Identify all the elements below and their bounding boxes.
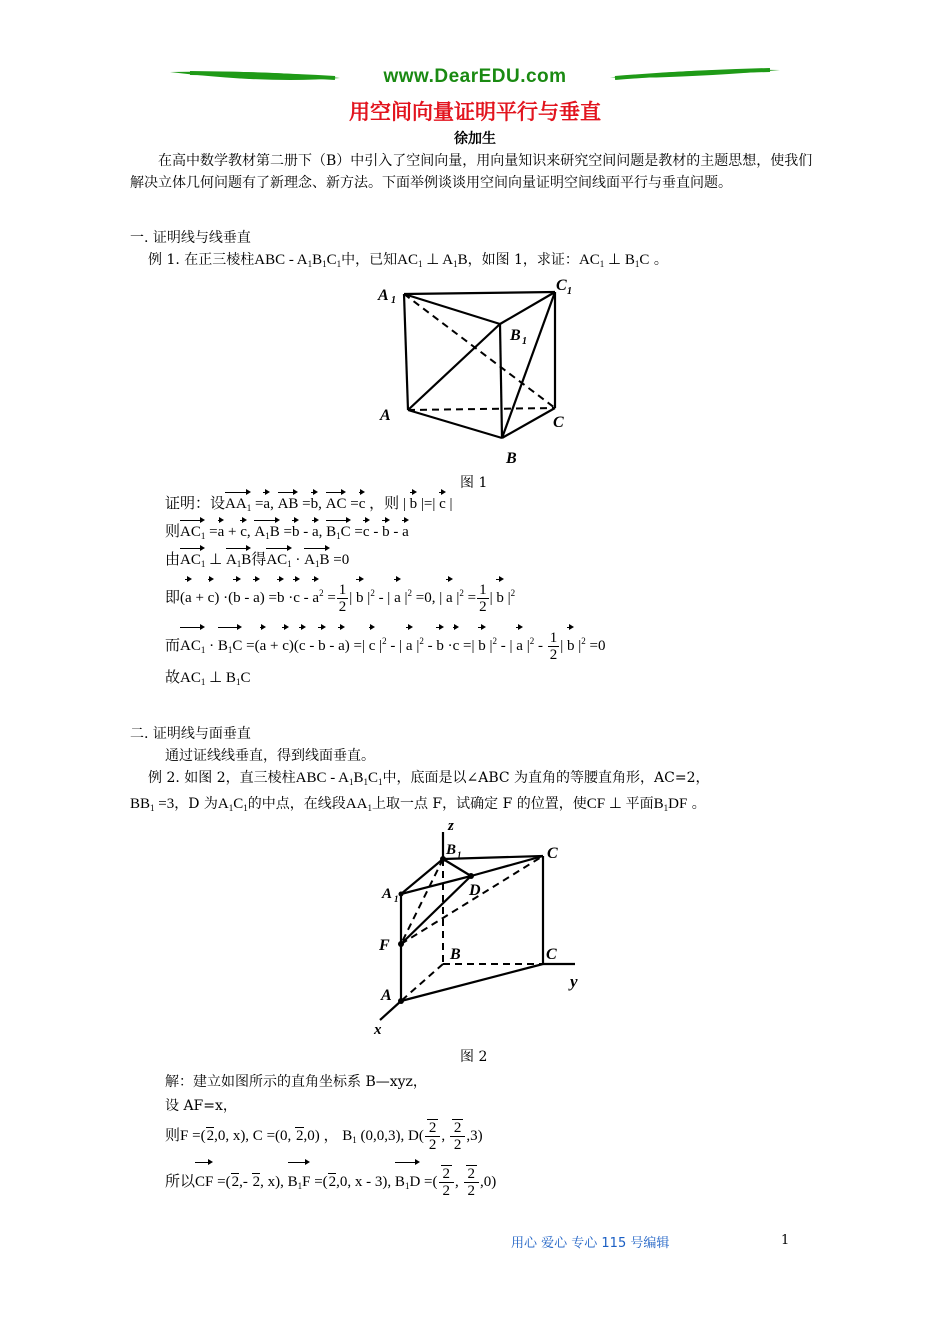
label-C1-sub: 1 — [567, 286, 572, 297]
solution-line-2: 设 AF=x， — [165, 1098, 237, 1114]
figure-1-prism — [370, 270, 590, 470]
axis-z-label: z — [448, 818, 454, 834]
proof-ji-label: 即 — [165, 590, 181, 606]
intro-paragraph: 在高中数学教材第二册下（B）中引入了空间向量，用向量知识来研究空间问题是教材的主题思想，使我们解决立体几何问题有了新理念、新方法。下面举例谈谈用空间向量证明空间线面平行与垂直问题。 — [130, 153, 813, 191]
proof-intro-label: 证明：设 — [165, 496, 226, 512]
figure-1-caption: 图 1 — [460, 475, 488, 491]
ex2-plane: 平面 — [625, 796, 654, 812]
label2-C1: C — [547, 845, 558, 862]
proof-line-3: 由$AC_1$ ⊥ $A_1B$得$AC_1 \cdot A_1B =0$ — [165, 550, 349, 574]
proof-by-label: 由 — [165, 552, 181, 568]
proof-line-1: 证明：设$AA_1 =a$, AB =b, AC =c ，则 | b |=| c | — [165, 494, 453, 518]
ex2-prefix: 例 2. 如图 2，直三棱柱 — [148, 770, 296, 786]
label-A1: A — [378, 287, 389, 304]
ex2-mid: 中，底面是以∠ABC 为直角的等腰直角形，AC=2， — [382, 770, 710, 786]
label-B: B — [506, 450, 517, 467]
page-number: 1 — [781, 1233, 790, 1248]
label2-B1: B — [446, 842, 457, 858]
section-2-heading: 二. 证明线与面垂直 — [130, 726, 251, 742]
label2-B: B — [450, 946, 461, 963]
ex2-line2-c: 上取一点 F，试确定 F 的位置，使 — [371, 796, 587, 812]
ex2-line2-a: ，D 为 — [174, 796, 218, 812]
ex1-prefix: 例 1. 在正三棱柱 — [148, 252, 255, 268]
sol4-prefix: 所以 — [165, 1174, 196, 1190]
example-2-line-2: $BB_1 =3$，D 为$A_1C_1$的中点，在线段$AA_1$上取一点 F，试确定 F 的位置，使CF ⊥ 平面$B_1DF$ 。 — [130, 796, 706, 813]
label-A: A — [380, 407, 391, 424]
site-logo-text[interactable]: www.DearEDU.com — [383, 66, 567, 87]
label2-F: F — [379, 937, 390, 954]
figure-2-caption: 图 2 — [460, 1049, 488, 1065]
proof-de-label: 得 — [251, 552, 267, 568]
label2-B1-sub: 1 — [457, 850, 462, 860]
label2-D: D — [469, 882, 481, 899]
label2-C: C — [546, 946, 557, 963]
solution-line-3: 则F =(2,0, x), C =(0, 2,0) ， $B_1$ (0,0,3), D( $\frac{2}{2}$ , $\frac{2}{2}$ ,3) — [165, 1120, 483, 1154]
label2-A1: A — [382, 886, 393, 902]
sol3-prefix: 则 — [165, 1128, 181, 1144]
solution-line-1: 解：建立如图所示的直角坐标系 B—xyz， — [165, 1074, 427, 1090]
axis-x-label: x — [374, 1022, 382, 1038]
ex2-line2-b: 的中点，在线段 — [247, 796, 346, 812]
section-1-heading: 一. 证明线与线垂直 — [130, 230, 251, 246]
proof-er-label: 而 — [165, 638, 181, 654]
example-2-line-1: 例 2. 如图 2，直三棱柱ABC - $A_1B_1C_1$中，底面是以∠ABC 为直角的等腰直角形，AC=2， — [148, 770, 710, 787]
label-C1: C — [556, 277, 567, 294]
label-A1-sub: 1 — [391, 295, 396, 306]
proof-then-label: 则 — [165, 524, 181, 540]
example-1-text: 例 1. 在正三棱柱ABC - $A_1B_1C_1$中，已知$AC_1$ ⊥ $A_1B$，如图 1，求证：$AC_1$ ⊥ $B_1C$ 。 — [148, 252, 668, 269]
footer-text: 用心 爱心 专心 115 号编辑 — [511, 1236, 670, 1251]
figure-2-prism-axes — [370, 814, 600, 1046]
label2-A: A — [381, 987, 392, 1004]
author: 徐加生 — [454, 131, 496, 147]
proof-line-4: 即$(a + c) \cdot(b - a) =b \cdot c - a^2$ = $\frac{1}{2}$ | b $|^2$ - | a $|^2 =0$, | a $|^2$ = $\frac{1}{2}$ | b $|^2$ — [165, 582, 516, 616]
label-B1: B — [510, 327, 521, 344]
proof-line-5: 而$AC_1 \cdot B_1C =(a + c)(c - b - a)$ =| c $|^2$ - | a $|^2 - b \cdot c$ =| b $|^2$ - | a $|^2$ - $\frac{1}{2}$ | b $|^2 =0$ — [165, 624, 605, 667]
proof-conclusion: 故$AC_1$ ⊥ $B_1C$ — [165, 670, 251, 687]
label-B1-sub: 1 — [522, 336, 527, 347]
solution-line-4: 所以CF =(2,- 2, x), $B_1F =(2,0$, x - 3), $B_1D$ =( $\frac{2}{2}$ , $\frac{2}{2}$ ,0) — [165, 1164, 496, 1204]
proof-gu-label: 故 — [165, 670, 181, 686]
axis-y-label: y — [570, 972, 578, 991]
label-C: C — [553, 414, 564, 431]
proof-line-2: 则$AC_1 =a + c$, $A_1B =b - a$, $B_1C =c - b - a$ — [165, 522, 409, 546]
ex1-mid1: 中，已知 — [341, 252, 398, 268]
section-2-desc: 通过证线线垂直，得到线面垂直。 — [165, 748, 375, 764]
label2-A1-sub: 1 — [394, 894, 399, 904]
ex1-mid2: ，如图 1，求证： — [467, 252, 579, 268]
page-title: 用空间向量证明平行与垂直 — [349, 100, 601, 124]
